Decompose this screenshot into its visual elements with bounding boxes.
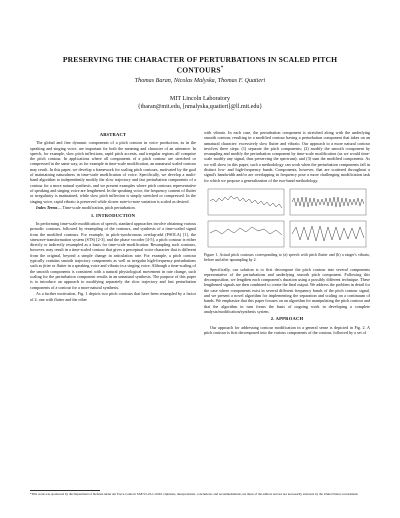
paper-title: PRESERVING THE CHARACTER OF PERTURBATIONS IN SCALED PITCH CONTOURS* — [62, 55, 338, 75]
figure-1-plots — [204, 187, 370, 251]
index-terms — [30, 205, 196, 210]
index-terms-label: Index Terms — [36, 205, 58, 211]
right-paragraph-2: Specifically, our solution is to first decompose the pitch contour into several components representative of the perturbations and underlying smooth pitch component. Following this decomposition, we lengthen each component's duration using a possibly different technique. These lengthened signals are then combined to create the final output. We address the problem in detail for the case where components exist in several different frequency bands of the pitch contour signal, and we present a novel algorithm for implementing the separation and scaling on a continuum of bands. We emphasize that this paper focuses on an algorithm for manipulating the pitch contour and that the algorithm in turn forms the basis of ongoing work in developing a complete analysis/modification/synthesis system. — [204, 266, 370, 314]
intro-paragraph-2: As a further motivation, Fig. 1 depicts two pitch contours that have been resampled by a factor of 2: one with flutter and the other — [30, 291, 196, 302]
abstract-text: The global and fine dynamic components of a pitch contour in voice production, as in the speaking and singing voice, are important for both the meaning and character of an utterance. In speech, for example, slow pitch inflections, rapid pitch accents, and irregular regions all comprise the pitch contour. In applications where all components of a pitch contour are stretched or compressed in the same way, as for example in time-scale modification, an unnatural scaled contour may result. In this paper, we develop a framework for scaling pitch contours, motivated by the goal of maintaining naturalness in time-scale modification of voice. Specifically, we develop a multi-band algorithm to independently modify the slow trajectory and fast perturbation components of a contour for a more natural synthesis, and we present examples where pitch contours representative of speaking and singing voice are lengthened. In the speaking voice, the frequency content of flutter or irregularity is maintained, while slow pitch inflection is simply stretched or compressed. In the singing voice, rapid vibrato is preserved while slower note-to-note variation is scaled as desired. — [30, 140, 196, 204]
section-heading-approach: 2. APPROACH — [270, 316, 304, 322]
section-heading-introduction: 1. INTRODUCTION — [90, 212, 136, 218]
footnote: *This work was sponsored by the Department of Defense under Air Force Contract FA8721-05-C-0002. Opinions, interpretations, conclusions, and recommendations are those of the authors and are not necessarily endorsed by the United States Government. — [30, 492, 359, 496]
panel-b-original — [290, 189, 366, 215]
panel-b-upsampled — [290, 221, 366, 247]
title-footnote-mark: * — [220, 66, 224, 72]
panel-a-upsampled — [208, 221, 284, 247]
figure-1 — [204, 187, 370, 251]
author-list: Thomas Baran, Nicolas Malyska, Thomas F. Quatieri — [134, 78, 266, 84]
right-paragraph-1: with vibrato. In each case, the perturbation component is stretched along with the underlying smooth contour, resulting in a modified contour having a perturbation component that takes on an unnatural character: excessively slow flutter and vibrato. Our approach to a more natural contour involves three steps: (1) separate the pitch components; (2) modify the smooth component by resampling and modify the perturbation component by time-scale modification (as we would time-scale modify any signal, thus preserving the spectrum); and (3) sum the modified components. As we will show in this paper, such a methodology can work when the perturbation components fall in distinct low- and high-frequency bands. Components, however, that are scattered throughout a signal's bandwidth and/or are overlapping in frequency pose a more challenging modification task for which we propose a generalization of the two-band methodology. — [204, 130, 370, 183]
index-terms-text: — Time-scale modification, pitch perturbation. — [57, 205, 136, 211]
figure-1-caption: Figure 1. Actual pitch contours corresponding to (a) speech with pitch flutter and (b) a singer's vibrato, before and after upsampling by 2. — [204, 252, 370, 262]
footnote-divider — [30, 490, 100, 491]
right-column — [204, 130, 370, 337]
panel-a-original — [208, 189, 284, 215]
section-heading-abstract: ABSTRACT — [99, 132, 127, 137]
email-addresses: {tbaran@mit.edu, [nmalyska,quatieri]@ll.mit.edu} — [137, 104, 263, 110]
affiliation: MIT Lincoln Laboratory — [169, 96, 231, 102]
affiliation-block — [40, 95, 360, 111]
intro-paragraph-1: In performing time-scale modification of speech, standard approaches involve obtaining various prosodic contours, followed by resampling of the contours, and synthesis of a time-scaled signal from the modified contours. For example, in pitch-synchronous overlap-add (PSOLA) [1], the sinewave-transformation system (STS) [2-3], and the phase vocoder [4-5], a pitch contour is either directly or indirectly resampled as a basis for time-scale modification. Resampling such contours, however, may result in a time-scaled contour that gives a perceptual voice character that is different from the original, beyond a simple change in articulation rate. For example, a pitch contour typically contains smooth trajectory components as well as irregular high-frequency perturbations such as jitter or flutter in a speaking voice and vibrato in a singing voice. Although a time-scaling of the smooth components is consistent with a natural physiological movement in rate change, such scaling for the perturbation component results in an unnatural synthesis. The purpose of this paper is to introduce an approach to modifying separately the slow trajectory and fast perturbation components of a contour for a more natural synthesis. — [30, 220, 196, 290]
approach-paragraph-1: Our approach for addressing contour modification in a general sense is depicted in Fig. 2. A pitch contour is first decomposed into the various components of the contour, followed by a set of — [204, 324, 370, 335]
left-column — [30, 130, 196, 303]
